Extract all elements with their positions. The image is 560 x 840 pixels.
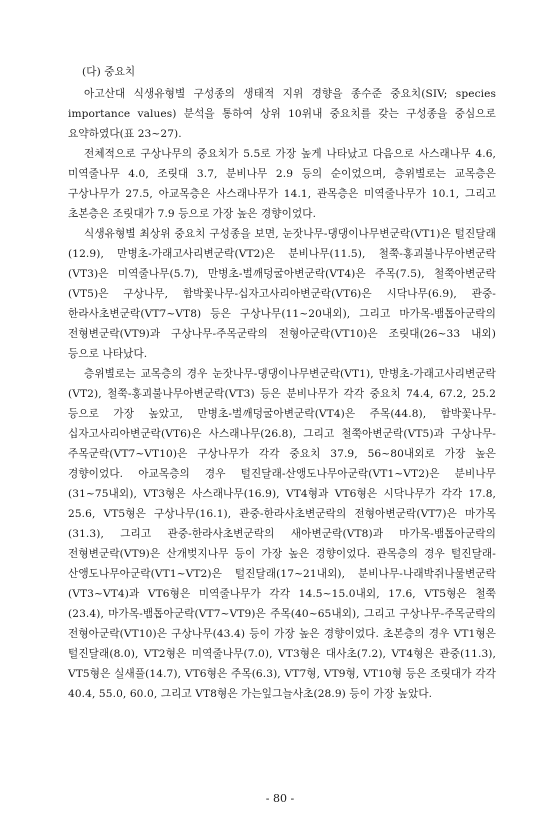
paragraph-layers: 층위별로는 교목층의 경우 눈잣나무-댕댕이나무변군락(VT1), 만병초-가래고사리변군락(VT2), 철쭉-홍괴불나무아변군락(VT3) 등은 분비나무가 각각 중요치 74.4, 67.2, 25.2 등으로 가장 높았고, 만병초-벌깨덩굴아변군락(VT4)은 주목(44.8), 함박꽃나무-십자고사리아변군락(VT6)은 사스래나무(26.8), 그리고 철쭉아변군락(VT5)과 구상나무-주목군락(VT7~VT10)은 구상나무가 각각 중요치 37.9, 56~80내외로 가장 높은 경향이었다. 아교목층의 경우 털진달래-산앵도나무아군락(VT1~VT2)은 분비나무(31~75내외), VT3형은 사스래나무(16.9), VT4형과 VT6형은 시닥나무가 각각 17.8, 25.6, VT5형은 구상나무(16.1), 관중-한라사초변군락의 전형아변군락(VT7)은 마가목(31.3), 그리고 관중-한라사초변군락의 새아변군락(VT8)과 마가목-뱀톱아군락의 전형변군락(VT9)은 산개벚지나무 등이 가장 높은 경향이었다. 관목층의 경우 털진달래-산앵도나무아군락(VT1~VT2)은 털진달래(17~21내외), 분비나무-나래박쥐나물변군락(VT3~VT4)과 VT6형은 미역줄나무가 각각 14.5~15.0내외, 17.6, VT5형은 철쭉(23.4), 마가목-뱀톱아군락(VT7~VT9)은 주목(40~65내외), 그리고 구상나무-주목군락의 전형아군락(VT10)은 구상나무(43.4) 등이 가장 높은 경향이었다. 초본층의 경우 VT1형은 털진달래(8.0), VT2형은 미역줄나무(7.0), VT3형은 대사초(7.2), VT4형은 관중(11.3), VT5형은 실새풀(14.7), VT6형은 주목(6.3), VT7형, VT9형, VT10형 등은 조릿대가 각각 40.4, 55.0, 60.0, 그리고 VT8형은 가는잎그늘사초(28.9) 등이 가장 높았다.: [68, 368, 496, 700]
paragraph-overall: 전체적으로 구상나무의 중요치가 5.5로 가장 높게 나타났고 다음으로 사스래나무 4.6, 미역줄나무 4.0, 조릿대 3.7, 분비나무 2.9 등의 순이었으며, 층위별로는 교목층은 구상나무가 27.5, 아교목층은 사스래나무가 14.1, 관목층은 미역줄나무가 10.1, 그리고 초본층은 조릿대가 7.9 등으로 가장 높은 경향이었다.: [68, 148, 496, 220]
paragraph-vegetation-types: 식생유형별 최상위 중요치 구성종을 보면, 눈잣나무-댕댕이나무변군락(VT1)은 털진달래(12.9), 만병초-가래고사리변군락(VT2)은 분비나무(11.5), 철쭉-홍괴불나무아변군락(VT3)은 미역줄나무(5.7), 만병초-벌깨덩굴아변군락(VT4)은 주목(7.5), 철쭉아변군락(VT5)은 구상나무, 함박꽃나무-십자고사리아변군락(VT6)은 시닥나무(6.9), 관중-한라사초변군락(VT7~VT8) 등은 구상나무(11~20내외), 그리고 마가목-뱀톱아군락의 전형변군락(VT9)과 구상나무-주목군락의 전형아군락(VT10)은 조릿대(26~33 내외) 등으로 나타났다.: [68, 228, 496, 360]
page-number: - 80 -: [265, 792, 295, 805]
paragraph-intro: 아고산대 식생유형별 구성종의 생태적 지위 경향을 종수준 중요치(SIV; species importance values) 분석을 통하여 상위 10위내 중요치를 갖는 구성종을 중심으로 요약하였다(표 23~27).: [68, 88, 496, 140]
body-text: [68, 62, 496, 704]
section-heading: (다) 중요치: [82, 66, 136, 78]
